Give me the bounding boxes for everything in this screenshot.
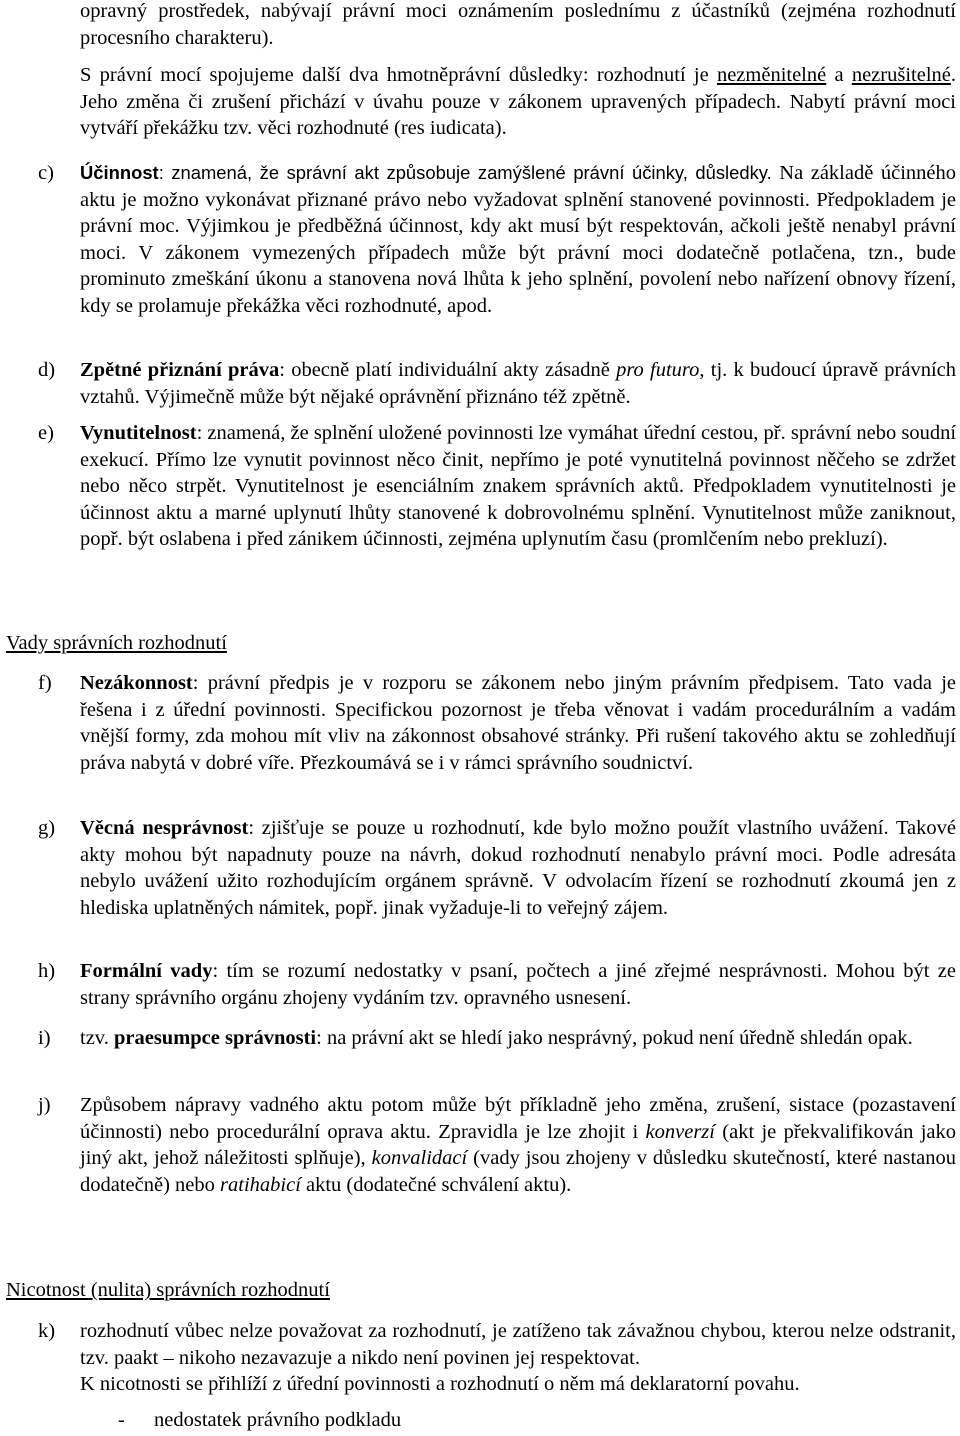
list-item-h <box>38 958 958 1011</box>
item-label: j) <box>38 1094 51 1116</box>
intro-text: S právní mocí spojujeme další dva hmotněprávní důsledky: rozhodnutí je <box>80 64 717 86</box>
item-text: : znamená, že splnění uložené povinnosti lze vymáhat úřední cestou, př. správní nebo soudní exekucí. Přímo lze vynutit povinnost něco činit, nepřímo je poté vynutitelná povinnost něčeho se zdržet nebo něco strpět. Vynutitelnost je esenciálním znakem správních aktů. Předpokladem vynutitelnosti je účinnost aktu a marné uplynutí lhůty stanovené k dobrovolnému splnění. Vynutitelnost může zaniknout, popř. být oslabena i před zánikem účinnosti, zejména uplynutím času (promlčením nebo prekluzí). <box>80 422 957 551</box>
term-nezmenitelne: nezměnitelné <box>716 64 827 86</box>
item-text: Na základě účinného aktu je možno vykonávat přiznané právo nebo vyžadovat splnění stanovené povinnosti. Předpokladem je právní moc. Výjimkou je předběžná účinnost, kdy akt musí být respektován, ačkoli ještě nenabyl právní moci. V zákonem vymezených případech může být právní moci dodatečně potlačena, tzn., bude prominuto zmeškání úkonu a stanovena nová lhůta k jeho splnění, povolení nebo nařízení obnovy řízení, kdy se prolamuje překážka věci rozhodnuté, apod. <box>80 162 957 317</box>
intro-paragraph-1: opravný prostředek, nabývají právní moci oznámením poslednímu z účastníků (zejména rozhodnutí procesního charakteru). <box>80 0 956 49</box>
item-term: Nezákonnost <box>80 672 193 694</box>
item-term: Formální vady <box>80 960 213 982</box>
item-text: : zjišťuje se pouze u rozhodnutí, kde bylo možno použít vlastního uvážení. Takové akty mohou být napadnuty pouze na návrh, dokud rozhodnutí nenabylo právní moci. Podle adresáta nebylo uvážení užito rozhodujícím orgánem správně. V odvolacím řízení se rozhodnutí zkoumá jen z hlediska uplatněných námitek, popř. jinak vyžaduje-li to veřejný zájem. <box>80 817 956 919</box>
item-body <box>80 160 956 320</box>
term-nezrusitelne: nezrušitelné <box>851 64 951 86</box>
item-term-sans <box>80 162 772 183</box>
item-text: : tím se rozumí nedostatky v psaní, počtech a jiné zřejmé nesprávnosti. Mohou být ze strany správního orgánu zhojeny vydáním tzv. opravného usnesení. <box>80 960 956 1009</box>
item-label: k) <box>38 1320 56 1342</box>
item-body <box>80 420 956 553</box>
item-text: , tj. k budoucí úpravě právních vztahů. Výjimečně může být nějaké oprávnění přiznáno též zpětně. <box>80 359 956 408</box>
item-text: : znamená, že správní akt způsobuje zamýšlené právní účinky, důsledky. <box>158 162 772 183</box>
item-text: : obecně platí individuální akty zásadně <box>279 359 617 381</box>
dash-list-item <box>118 1407 401 1434</box>
intro-paragraph-2 <box>80 62 956 142</box>
section-heading-vady: Vady správních rozhodnutí <box>6 632 227 654</box>
dash-item-text: nedostatek právního podkladu <box>154 1409 402 1431</box>
item-body: rozhodnutí vůbec nelze považovat za rozhodnutí, je zatíženo tak závažnou chybou, kterou nelze odstranit, tzv. paakt – nikoho nezavazuje a nikdo není povinen jej respektovat. <box>80 1320 956 1369</box>
item-body <box>80 357 956 410</box>
list-item-i <box>38 1025 958 1052</box>
item-label: e) <box>38 422 54 444</box>
list-item-d <box>38 357 958 410</box>
item-term: Věcná nesprávnost <box>80 817 249 839</box>
item-label: d) <box>38 359 56 381</box>
item-italic: pro futuro <box>616 359 700 381</box>
intro-text: . Jeho změna či zrušení přichází v úvahu pouze v zákonem upravených případech. Nabytí právní moci vytváří překážku tzv. věci rozhodnuté (res iudicata). <box>80 64 956 140</box>
item-label: h) <box>38 960 56 982</box>
item-label: f) <box>38 672 52 694</box>
list-item-k <box>38 1318 958 1371</box>
list-item-c <box>38 160 958 320</box>
item-label: c) <box>38 162 54 184</box>
item-term: Účinnost <box>80 162 159 183</box>
item-label: g) <box>38 817 56 839</box>
item-body <box>80 1092 956 1198</box>
item-text: (akt je překvalifikován jako jiný akt, jehož náležitosti splňuje), <box>80 1120 956 1170</box>
section-heading-nicotnost: Nicotnost (nulita) správních rozhodnutí <box>6 1279 330 1301</box>
intro-text: a <box>826 64 852 86</box>
item-term: Zpětné přiznání práva <box>80 359 280 381</box>
item-text: tzv. <box>80 1027 114 1049</box>
item-body <box>80 958 956 1011</box>
item-italic: konverzí <box>645 1120 715 1143</box>
item-text: aktu (dodatečné schválení aktu). <box>300 1173 572 1196</box>
dash-bullet: - <box>118 1409 125 1431</box>
item-body <box>80 815 956 921</box>
item-term: praesumpce správnosti <box>113 1027 317 1049</box>
list-item-g <box>38 815 958 921</box>
list-item-j <box>38 1092 958 1198</box>
list-item-e-wrapper <box>38 420 958 553</box>
item-text: Způsobem nápravy vadného aktu potom může být příkladně jeho změna, zrušení, sistace (pozastavení účinnosti) nebo procedurální oprava aktu. Zpravidla je lze zhojit i <box>80 1094 956 1143</box>
item-k-continuation: K nicotnosti se přihlíží z úřední povinnosti a rozhodnutí o něm má deklaratorní povahu. <box>80 1373 800 1395</box>
item-term: Vynutitelnost <box>80 422 197 444</box>
item-text: (vady jsou zhojeny v důsledku skutečností, které nastanou dodatečně) nebo <box>80 1147 956 1196</box>
item-body <box>80 670 956 776</box>
item-text: : na právní akt se hledí jako nesprávný, pokud není úředně shledán opak. <box>316 1027 913 1049</box>
list-item-f <box>38 670 958 776</box>
item-italic: konvalidací <box>371 1147 468 1170</box>
item-body <box>80 1025 956 1052</box>
item-label: i) <box>38 1027 51 1049</box>
item-italic: ratihabicí <box>220 1173 301 1196</box>
item-text: : právní předpis je v rozporu se zákonem nebo jiným právním předpisem. Tato vada je řešena i z úřední povinnosti. Specifickou pozornost je třeba věnovat i vadám procedurálním a vadám vnější formy, zda mohou mít vliv na zákonnost obsahové stránky. Při rušení takového aktu se zohledňují práva nabytá v dobré víře. Přezkoumává se i v rámci správního soudnictví. <box>80 672 956 774</box>
